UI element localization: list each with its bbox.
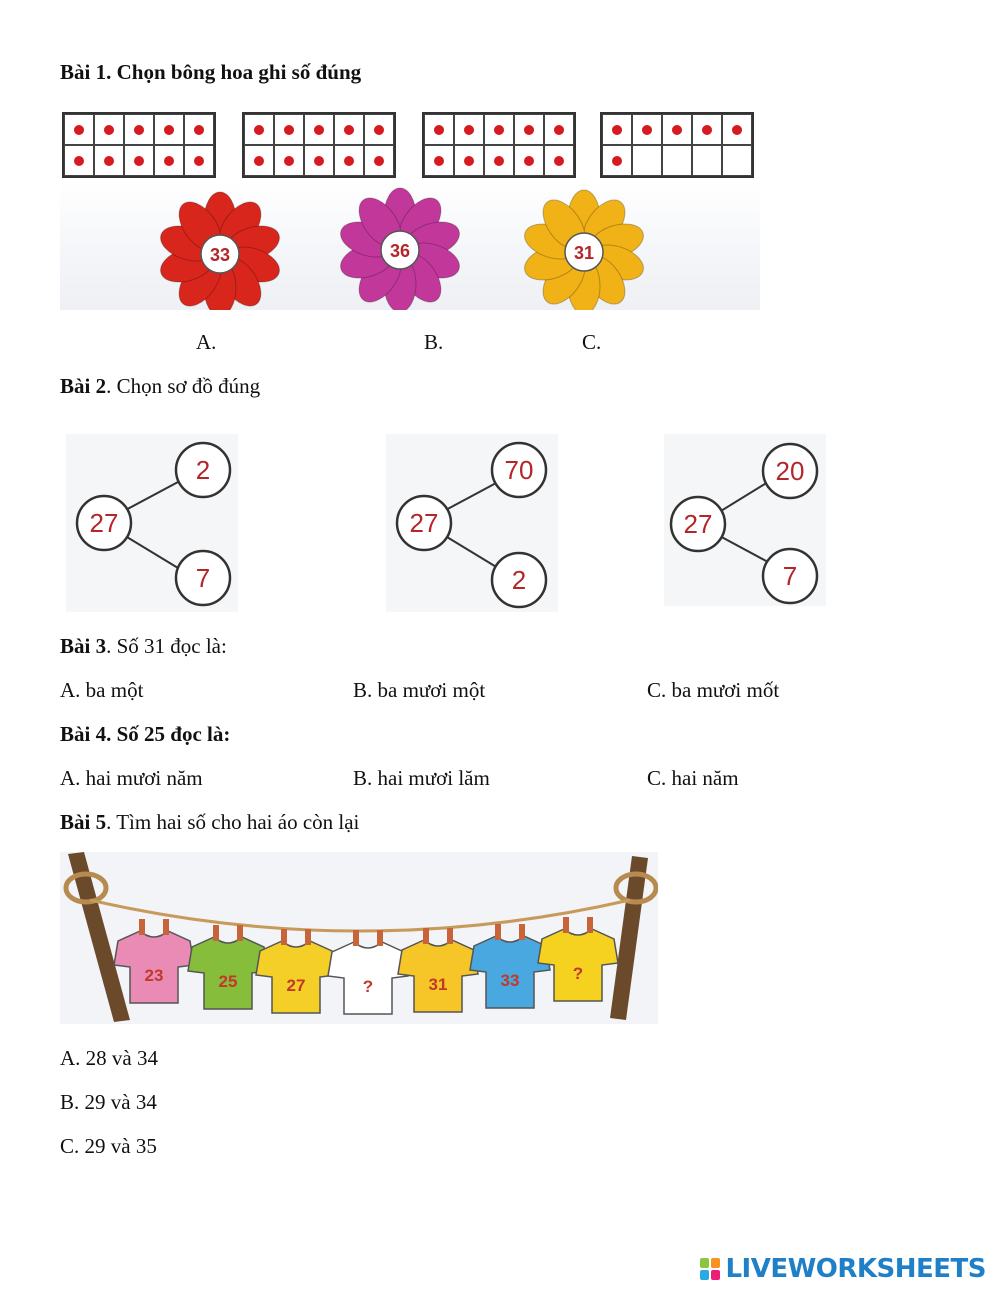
clothespin — [281, 929, 287, 945]
counter-dot — [194, 125, 204, 135]
diagram-a-graphic — [66, 434, 238, 612]
q3-option-c[interactable]: C. ba mươi mốt — [647, 678, 780, 702]
clothespin — [305, 929, 311, 945]
q2-label: Bài 2 — [60, 374, 107, 398]
ten-frame-cell — [424, 114, 454, 145]
q5-option-c[interactable]: C. 29 và 35 — [60, 1134, 157, 1158]
diagram-c-bottom: 7 — [782, 561, 798, 591]
clothespin — [163, 919, 169, 935]
ten-frame-cell — [364, 145, 394, 176]
counter-dot — [554, 156, 564, 166]
clothespin — [587, 917, 593, 933]
q3-text: . Số 31 đọc là: — [106, 634, 227, 658]
diagram-c-top: 20 — [775, 456, 805, 486]
counter-dot — [344, 125, 354, 135]
counter-dot — [194, 156, 204, 166]
clothespin — [213, 925, 219, 941]
q1-label: Bài 1. — [60, 60, 112, 84]
ten-frame-cell — [662, 114, 692, 145]
q3-label: Bài 3 — [60, 634, 107, 658]
counter-dot — [732, 125, 742, 135]
clothespin — [447, 928, 453, 944]
counter-dot — [254, 125, 264, 135]
diagram-b-top: 70 — [504, 455, 534, 485]
shirt-number: 25 — [218, 972, 238, 991]
ten-frame-2 — [242, 112, 396, 178]
clothespin — [139, 919, 145, 935]
counter-dot — [494, 125, 504, 135]
q5-option-b[interactable]: B. 29 và 34 — [60, 1090, 157, 1114]
diagram-b-graphic — [386, 434, 558, 612]
ten-frame-cell — [722, 145, 752, 176]
diagram-c-graphic — [664, 434, 826, 606]
counter-dot — [524, 125, 534, 135]
flowers-graphic — [60, 180, 760, 310]
counter-dot — [314, 125, 324, 135]
counter-dot — [164, 125, 174, 135]
ten-frame-cell — [154, 114, 184, 145]
clothesline-picture — [60, 852, 658, 1024]
q4-option-b[interactable]: B. hai mươi lăm — [353, 766, 490, 790]
q5-text: . Tìm hai số cho hai áo còn lại — [106, 810, 360, 834]
counter-dot — [74, 156, 84, 166]
counter-dot — [464, 156, 474, 166]
q3-title — [60, 634, 227, 659]
counter-dot — [554, 125, 564, 135]
ten-frame-cell — [334, 114, 364, 145]
counter-dot — [434, 125, 444, 135]
ten-frame-cell — [484, 114, 514, 145]
flower-a[interactable] — [156, 192, 284, 310]
ten-frame-cell — [64, 114, 94, 145]
q1-text: Chọn bông hoa ghi số đúng — [116, 60, 362, 84]
clothespin — [495, 924, 501, 940]
shirt-number: ? — [572, 964, 584, 983]
q1-option-b[interactable]: B. — [424, 330, 444, 354]
flower-number: 33 — [209, 245, 231, 265]
counter-dot — [314, 156, 324, 166]
counter-dot — [642, 125, 652, 135]
diagram-a-top: 2 — [195, 455, 211, 485]
counter-dot — [134, 125, 144, 135]
q4-option-a[interactable]: A. hai mươi năm — [60, 766, 203, 790]
ten-frame-cell — [722, 114, 752, 145]
counter-dot — [284, 125, 294, 135]
counter-dot — [672, 125, 682, 135]
ten-frame-cell — [364, 114, 394, 145]
ten-frame-cell — [692, 145, 722, 176]
ten-frame-cell — [632, 145, 662, 176]
q5-title — [60, 810, 359, 835]
ten-frame-cell — [64, 145, 94, 176]
clothespin — [377, 930, 383, 946]
diagram-b-whole: 27 — [409, 508, 439, 538]
counter-dot — [164, 156, 174, 166]
flower-b[interactable] — [336, 188, 464, 310]
diagram-c[interactable] — [664, 434, 826, 606]
counter-dot — [612, 125, 622, 135]
ten-frame-1 — [62, 112, 216, 178]
ten-frame-cell — [602, 145, 632, 176]
q1-title — [60, 60, 361, 85]
diagram-b-bottom: 2 — [511, 565, 527, 595]
logo-mark-icon — [699, 1257, 721, 1281]
shirt-number: 23 — [144, 966, 164, 985]
counter-dot — [284, 156, 294, 166]
ten-frame-4 — [600, 112, 754, 178]
ten-frame-cell — [514, 145, 544, 176]
ten-frame-3 — [422, 112, 576, 178]
counter-dot — [134, 156, 144, 166]
counter-dot — [254, 156, 264, 166]
counter-dot — [612, 156, 622, 166]
diagram-c-whole: 27 — [683, 509, 713, 539]
counter-dot — [104, 125, 114, 135]
ten-frame-cell — [334, 145, 364, 176]
q5-option-a[interactable]: A. 28 và 34 — [60, 1046, 158, 1070]
ten-frame-cell — [454, 114, 484, 145]
diagram-a[interactable] — [66, 434, 238, 612]
counter-dot — [374, 156, 384, 166]
ten-frame-cell — [662, 145, 692, 176]
counter-dot — [494, 156, 504, 166]
counter-dot — [702, 125, 712, 135]
ten-frames — [62, 112, 762, 178]
ten-frame-cell — [124, 145, 154, 176]
clothespin — [563, 917, 569, 933]
liveworksheets-logo — [699, 1252, 986, 1286]
clothespin — [423, 928, 429, 944]
counter-dot — [464, 125, 474, 135]
q1-option-c[interactable]: C. — [582, 330, 602, 354]
ten-frame-cell — [124, 114, 154, 145]
counter-dot — [344, 156, 354, 166]
counter-dot — [74, 125, 84, 135]
counter-dot — [524, 156, 534, 166]
q3-option-a[interactable]: A. ba một — [60, 678, 144, 702]
clothespin — [353, 930, 359, 946]
clothesline-graphic — [60, 852, 658, 1024]
ten-frame-cell — [602, 114, 632, 145]
counter-dot — [434, 156, 444, 166]
ten-frame-cell — [94, 145, 124, 176]
ten-frame-cell — [274, 145, 304, 176]
flower-row — [60, 180, 760, 310]
ten-frame-cell — [514, 114, 544, 145]
clothespin — [519, 924, 525, 940]
ten-frame-cell — [184, 145, 214, 176]
ten-frame-cell — [274, 114, 304, 145]
counter-dot — [104, 156, 114, 166]
flower-number: 36 — [389, 241, 411, 261]
ten-frame-cell — [244, 114, 274, 145]
ten-frame-cell — [304, 114, 334, 145]
ten-frame-cell — [184, 114, 214, 145]
diagram-b[interactable] — [386, 434, 558, 612]
ten-frame-cell — [424, 145, 454, 176]
ten-frame-cell — [692, 114, 722, 145]
logo-text: LIVEWORKSHEETS — [725, 1254, 986, 1284]
ten-frame-cell — [632, 114, 662, 145]
clothespin — [237, 925, 243, 941]
q2-text: . Chọn sơ đồ đúng — [106, 374, 261, 398]
q2-title — [60, 374, 260, 399]
q4-option-c[interactable]: C. hai năm — [647, 766, 739, 790]
shirt-number: 27 — [286, 976, 306, 995]
flower-number: 31 — [573, 243, 595, 263]
shirt-number: 33 — [500, 971, 520, 990]
ten-frame-cell — [154, 145, 184, 176]
q5-label: Bài 5 — [60, 810, 107, 834]
ten-frame-cell — [244, 145, 274, 176]
q3-option-b[interactable]: B. ba mươi một — [353, 678, 486, 702]
ten-frame-cell — [94, 114, 124, 145]
shirt-number: 31 — [428, 975, 448, 994]
q1-option-a[interactable]: A. — [196, 330, 217, 354]
ten-frame-cell — [454, 145, 484, 176]
diagram-a-bottom: 7 — [195, 563, 211, 593]
ten-frame-cell — [544, 114, 574, 145]
q4-title: Bài 4. Số 25 đọc là: — [60, 722, 231, 746]
diagram-a-whole: 27 — [89, 508, 119, 538]
shirt-number: ? — [362, 977, 374, 996]
ten-frame-cell — [484, 145, 514, 176]
ten-frame-cell — [304, 145, 334, 176]
flower-c[interactable] — [520, 190, 648, 310]
counter-dot — [374, 125, 384, 135]
ten-frame-cell — [544, 145, 574, 176]
